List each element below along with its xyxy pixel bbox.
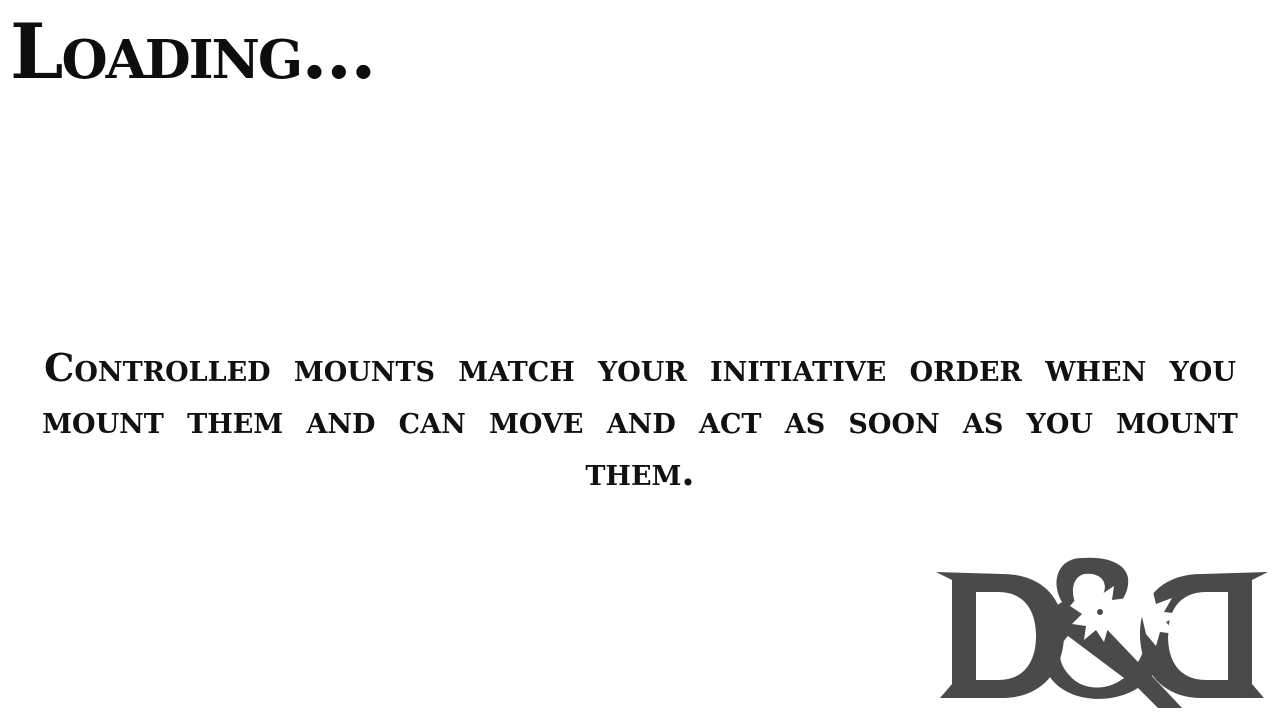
dnd-logo-icon	[932, 552, 1272, 712]
loading-tip-line-1: Controlled mounts match your initiative order when you	[44, 345, 1236, 390]
loading-tip-line-2: mount them and can move and act as soon as you mount them.	[42, 397, 1238, 494]
loading-tip	[0, 342, 1280, 498]
loading-title: Loading...	[10, 7, 375, 96]
logo-ampersand	[1039, 558, 1182, 708]
